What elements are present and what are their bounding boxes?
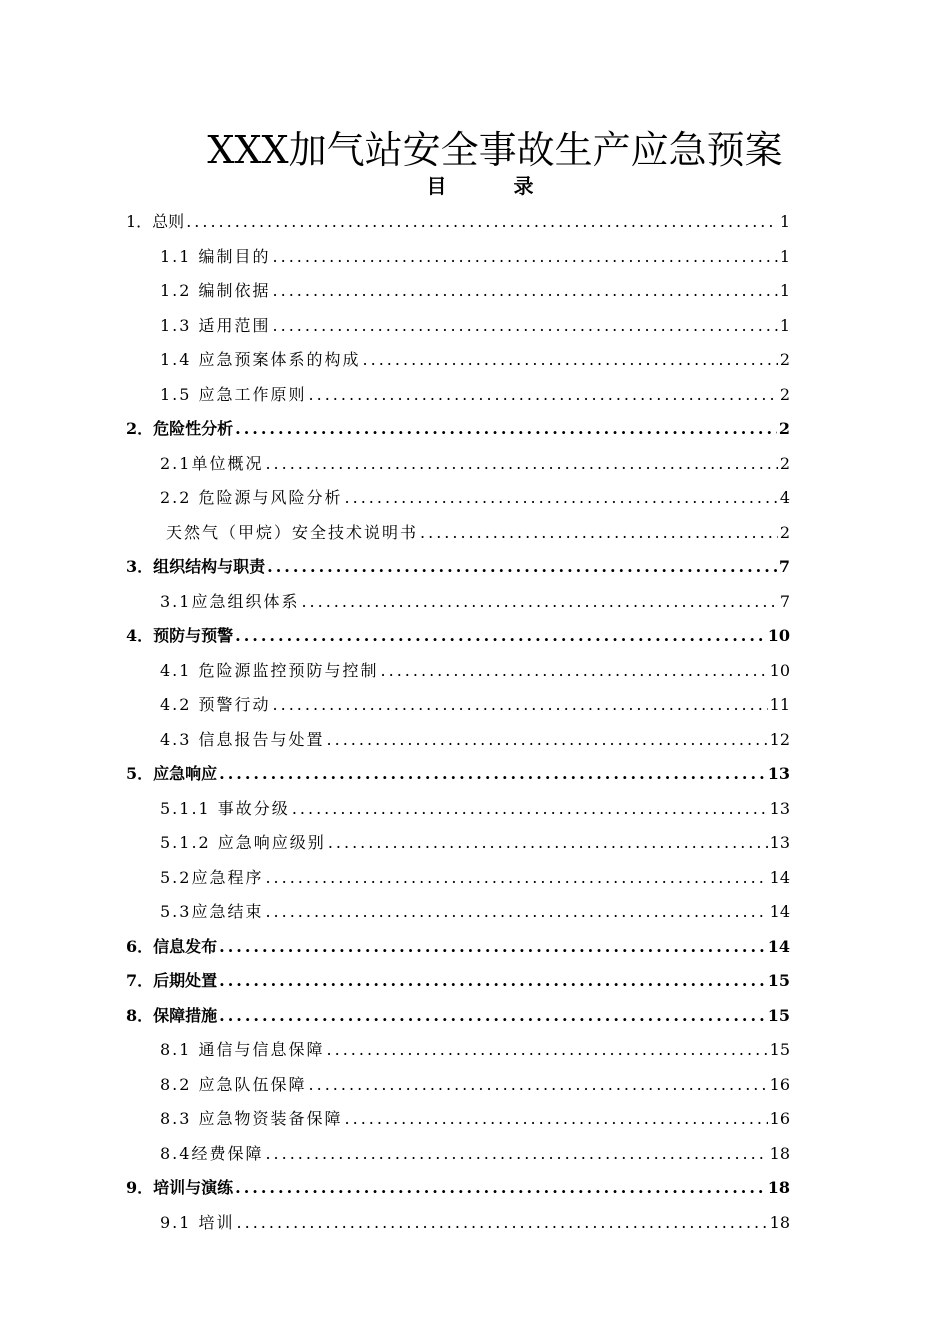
toc-dot-leader (292, 792, 768, 827)
toc-dot-leader (345, 481, 778, 516)
toc-entry-page-number: 1 (779, 315, 790, 335)
toc-entry[interactable] (126, 309, 790, 344)
toc-entry-label: 2.2 危险源与风险分析 (160, 488, 343, 507)
toc-entry-label: 4．预防与预警 (126, 626, 234, 645)
toc-entry-page-number: 1 (779, 246, 790, 266)
toc-entry-page-number: 15 (769, 1040, 790, 1059)
toc-entry[interactable] (126, 516, 790, 551)
toc-entry-page-number: 13 (769, 833, 790, 852)
toc-dot-leader (235, 619, 766, 654)
toc-entry[interactable] (126, 1033, 790, 1068)
toc-entry-page-number: 14 (767, 936, 790, 956)
toc-entry[interactable] (126, 481, 790, 516)
toc-dot-leader (345, 1102, 768, 1137)
toc-entry-label: 1.2 编制依据 (160, 281, 271, 300)
toc-entry-label: 9.1 培训 (160, 1212, 235, 1232)
toc-dot-leader (309, 1068, 768, 1103)
toc-entry[interactable] (126, 861, 790, 896)
toc-dot-leader (267, 550, 777, 585)
toc-dot-leader (235, 412, 777, 447)
toc-entry-label: 4.2 预警行动 (160, 695, 271, 714)
toc-entry-page-number: 2 (779, 453, 790, 473)
toc-entry-label: 4.1 危险源监控预防与控制 (160, 660, 379, 680)
toc-dot-leader (237, 1206, 768, 1241)
toc-dot-leader (265, 861, 767, 896)
toc-entry-page-number: 16 (769, 1074, 790, 1094)
toc-entry-label: 6．信息发布 (126, 936, 218, 956)
toc-entry-page-number: 18 (769, 1212, 790, 1232)
toc-entry-page-number: 16 (769, 1109, 790, 1128)
toc-entry-page-number: 13 (769, 798, 790, 818)
toc-entry-page-number: 4 (779, 488, 790, 507)
document-title: XXX加气站安全事故生产应急预案 (207, 128, 783, 172)
toc-entry[interactable] (126, 723, 790, 758)
toc-entry-page-number: 15 (767, 1005, 790, 1025)
toc-entry-page-number: 14 (769, 867, 790, 887)
toc-entry[interactable] (126, 412, 790, 447)
toc-entry[interactable] (126, 688, 790, 723)
toc-entry-page-number: 2 (779, 350, 790, 369)
toc-dot-leader (273, 309, 778, 344)
toc-dot-leader (363, 343, 778, 378)
toc-entry-page-number: 7 (779, 591, 790, 611)
toc-dot-leader (273, 240, 778, 275)
toc-entry-label: 5.1.2 应急响应级别 (160, 833, 326, 852)
toc-dot-leader (273, 688, 768, 723)
toc-dot-leader (327, 723, 768, 758)
toc-entry-label: 8.1 通信与信息保障 (160, 1040, 325, 1059)
toc-dot-leader (273, 274, 778, 309)
toc-entry-label: 5.1.1 事故分级 (160, 798, 290, 818)
toc-entry[interactable] (126, 274, 790, 309)
toc-entry[interactable] (126, 343, 790, 378)
toc-entry-label: 7．后期处置 (126, 971, 218, 990)
toc-entry[interactable] (126, 240, 790, 275)
table-of-contents (126, 205, 790, 1240)
toc-entry[interactable] (126, 964, 790, 999)
toc-entry-page-number: 12 (769, 729, 790, 749)
toc-entry-page-number: 14 (769, 902, 790, 921)
toc-entry[interactable] (126, 895, 790, 930)
toc-entry-page-number: 11 (769, 695, 790, 714)
toc-entry-page-number: 7 (778, 557, 790, 576)
toc-entry-page-number: 1 (779, 212, 790, 231)
toc-entry[interactable] (126, 205, 790, 240)
toc-dot-leader (219, 964, 766, 999)
toc-dot-leader (301, 585, 777, 620)
toc-dot-leader (219, 930, 766, 965)
toc-dot-leader (381, 654, 768, 689)
toc-entry-label: 1．总则 (126, 212, 185, 231)
toc-entry-label: 5.2应急程序 (160, 867, 264, 887)
toc-dot-leader (327, 1033, 768, 1068)
toc-entry-label: 5．应急响应 (126, 764, 218, 783)
toc-entry[interactable] (126, 619, 790, 654)
toc-entry[interactable] (126, 930, 790, 965)
toc-entry[interactable] (126, 1102, 790, 1137)
toc-entry[interactable] (126, 378, 790, 413)
toc-dot-leader (265, 447, 777, 482)
toc-entry-page-number: 18 (769, 1143, 790, 1163)
toc-entry-page-number: 2 (779, 384, 790, 404)
toc-dot-leader (186, 205, 778, 240)
toc-entry-page-number: 10 (767, 626, 790, 645)
toc-dot-leader (219, 999, 766, 1034)
toc-dot-leader (265, 895, 767, 930)
toc-entry-page-number: 2 (778, 419, 790, 438)
toc-entry-label: 8.4经费保障 (160, 1143, 264, 1163)
toc-entry-label: 2.1单位概况 (160, 453, 264, 473)
toc-entry-label: 4.3 信息报告与处置 (160, 729, 325, 749)
toc-dot-leader (420, 516, 778, 551)
toc-entry-label: 5.3应急结束 (160, 902, 264, 921)
toc-heading: 目 录 (426, 174, 564, 198)
toc-entry-label: 1.4 应急预案体系的构成 (160, 350, 361, 369)
toc-entry-label: 2．危险性分析 (126, 419, 234, 438)
toc-entry-label: 天然气（甲烷）安全技术说明书 (166, 522, 419, 542)
toc-entry[interactable] (126, 826, 790, 861)
toc-entry-label: 8.2 应急队伍保障 (160, 1074, 307, 1094)
toc-entry-label: 1.5 应急工作原则 (160, 384, 307, 404)
toc-entry[interactable] (126, 1137, 790, 1172)
toc-dot-leader (219, 757, 766, 792)
toc-entry-page-number: 10 (769, 660, 790, 680)
toc-entry[interactable] (126, 1171, 790, 1206)
toc-entry[interactable] (126, 757, 790, 792)
toc-entry-page-number: 1 (779, 281, 790, 300)
toc-dot-leader (235, 1171, 766, 1206)
toc-entry[interactable] (126, 999, 790, 1034)
toc-entry-page-number: 2 (779, 522, 790, 542)
toc-entry-page-number: 18 (767, 1178, 790, 1197)
toc-entry[interactable] (126, 585, 790, 620)
toc-dot-leader (328, 826, 768, 861)
toc-entry[interactable] (126, 792, 790, 827)
toc-dot-leader (265, 1137, 767, 1172)
toc-entry-label: 1.3 适用范围 (160, 315, 271, 335)
toc-entry-label: 3．组织结构与职责 (126, 557, 266, 576)
toc-entry-label: 8.3 应急物资装备保障 (160, 1109, 343, 1128)
toc-entry-label: 1.1 编制目的 (160, 246, 271, 266)
toc-entry-page-number: 15 (767, 971, 790, 990)
toc-entry-label: 8．保障措施 (126, 1005, 218, 1025)
toc-entry-label: 9．培训与演练 (126, 1178, 234, 1197)
toc-dot-leader (309, 378, 778, 413)
toc-entry[interactable] (126, 1068, 790, 1103)
toc-entry[interactable] (126, 447, 790, 482)
toc-entry[interactable] (126, 654, 790, 689)
toc-entry[interactable] (126, 1206, 790, 1241)
toc-entry-label: 3.1应急组织体系 (160, 591, 300, 611)
toc-entry-page-number: 13 (767, 764, 790, 783)
toc-entry[interactable] (126, 550, 790, 585)
